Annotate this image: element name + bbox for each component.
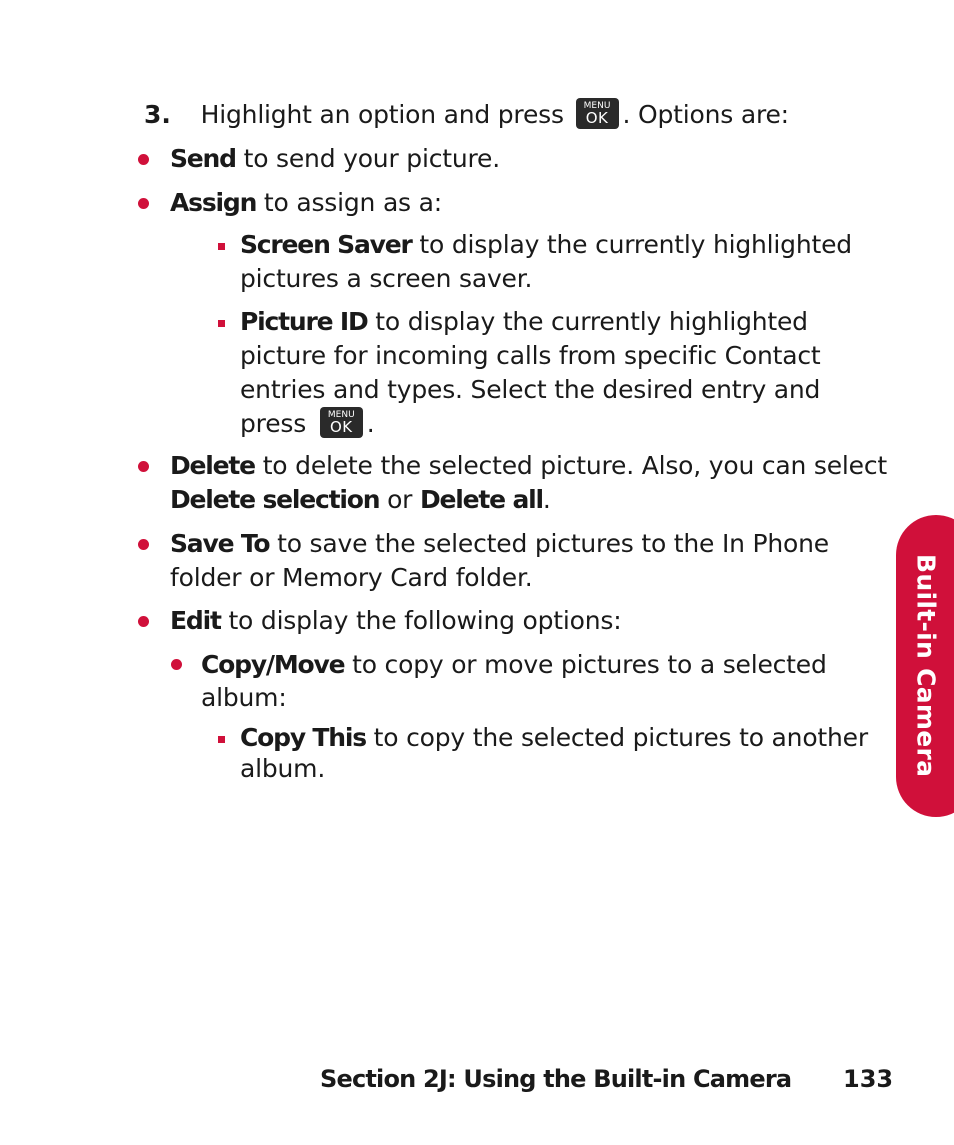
term-picture-id: Picture ID — [240, 307, 368, 336]
list-item-copy-move-cont: album: — [201, 683, 287, 712]
desc-picture-id: to display the currently highlighted — [367, 307, 808, 336]
step-text: Highlight an option and press — [200, 100, 564, 129]
desc-assign: to assign as a: — [256, 188, 442, 217]
menu-ok-key-icon — [320, 407, 363, 438]
bullet-icon — [138, 198, 149, 209]
term-delete-all: Delete all — [420, 485, 543, 514]
bullet-icon — [138, 539, 149, 550]
term-assign: Assign — [170, 188, 257, 217]
list-item-copy-move — [201, 648, 827, 682]
square-bullet-icon — [218, 243, 225, 250]
desc-copy-move: to copy or move pictures to a selected — [344, 650, 827, 679]
list-item-send — [170, 142, 500, 176]
desc-delete: to delete the selected picture. Also, you can select — [254, 451, 887, 480]
bullet-icon — [138, 461, 149, 472]
list-item-picture-id-cont-1: picture for incoming calls from specific Contact — [240, 341, 821, 370]
side-tab-label-wrap — [901, 515, 951, 817]
press-text: press — [240, 409, 307, 438]
list-item-copy-this — [240, 721, 868, 755]
bullet-icon — [138, 154, 149, 165]
press-text-after: . — [366, 409, 375, 438]
term-screen-saver: Screen Saver — [240, 230, 412, 259]
menu-key-top-label: MENU — [583, 100, 611, 111]
desc-edit: to display the following options: — [220, 606, 622, 635]
term-save-to: Save To — [170, 529, 270, 558]
list-item-copy-this-cont: album. — [240, 754, 326, 783]
footer-section-title: Section 2J: Using the Built-in Camera — [320, 1065, 792, 1093]
list-item-picture-id — [240, 305, 808, 339]
term-copy-this: Copy This — [240, 723, 366, 752]
step-text-after: . Options are: — [622, 100, 789, 129]
desc-save-to: to save the selected pictures to the In Phone — [269, 529, 829, 558]
list-item-edit — [170, 604, 621, 638]
menu-key-bottom-label: OK — [329, 417, 353, 436]
term-delete-selection: Delete selection — [170, 485, 380, 514]
term-edit: Edit — [170, 606, 221, 635]
list-item-picture-id-cont-3 — [240, 407, 375, 441]
menu-key-top-label: MENU — [327, 409, 355, 420]
list-item-delete — [170, 449, 887, 483]
list-item-screen-saver-cont: pictures a screen saver. — [240, 264, 533, 293]
step-number: 3. — [144, 100, 171, 129]
term-send: Send — [170, 144, 236, 173]
side-tab-label: Built-in Camera — [911, 554, 941, 778]
delete-end: . — [542, 485, 551, 514]
desc-send: to send your picture. — [235, 144, 500, 173]
desc-screen-saver: to display the currently highlighted — [411, 230, 852, 259]
desc-copy-this: to copy the selected pictures to another — [365, 723, 868, 752]
list-item-save-to-cont: folder or Memory Card folder. — [170, 563, 533, 592]
square-bullet-icon — [218, 736, 225, 743]
term-delete: Delete — [170, 451, 255, 480]
list-item-picture-id-cont-2: entries and types. Select the desired entry and — [240, 375, 821, 404]
menu-key-bottom-label: OK — [585, 108, 609, 127]
list-item-screen-saver — [240, 228, 852, 262]
term-copy-move: Copy/Move — [201, 650, 345, 679]
list-item-assign — [170, 186, 442, 220]
bullet-icon — [171, 659, 182, 670]
bullet-icon — [138, 616, 149, 627]
menu-ok-key-icon — [576, 98, 619, 129]
step-3-line — [144, 98, 789, 132]
footer-page-number: 133 — [843, 1065, 894, 1093]
square-bullet-icon — [218, 320, 225, 327]
list-item-delete-cont — [170, 483, 551, 517]
delete-or: or — [379, 485, 420, 514]
list-item-save-to — [170, 527, 829, 561]
